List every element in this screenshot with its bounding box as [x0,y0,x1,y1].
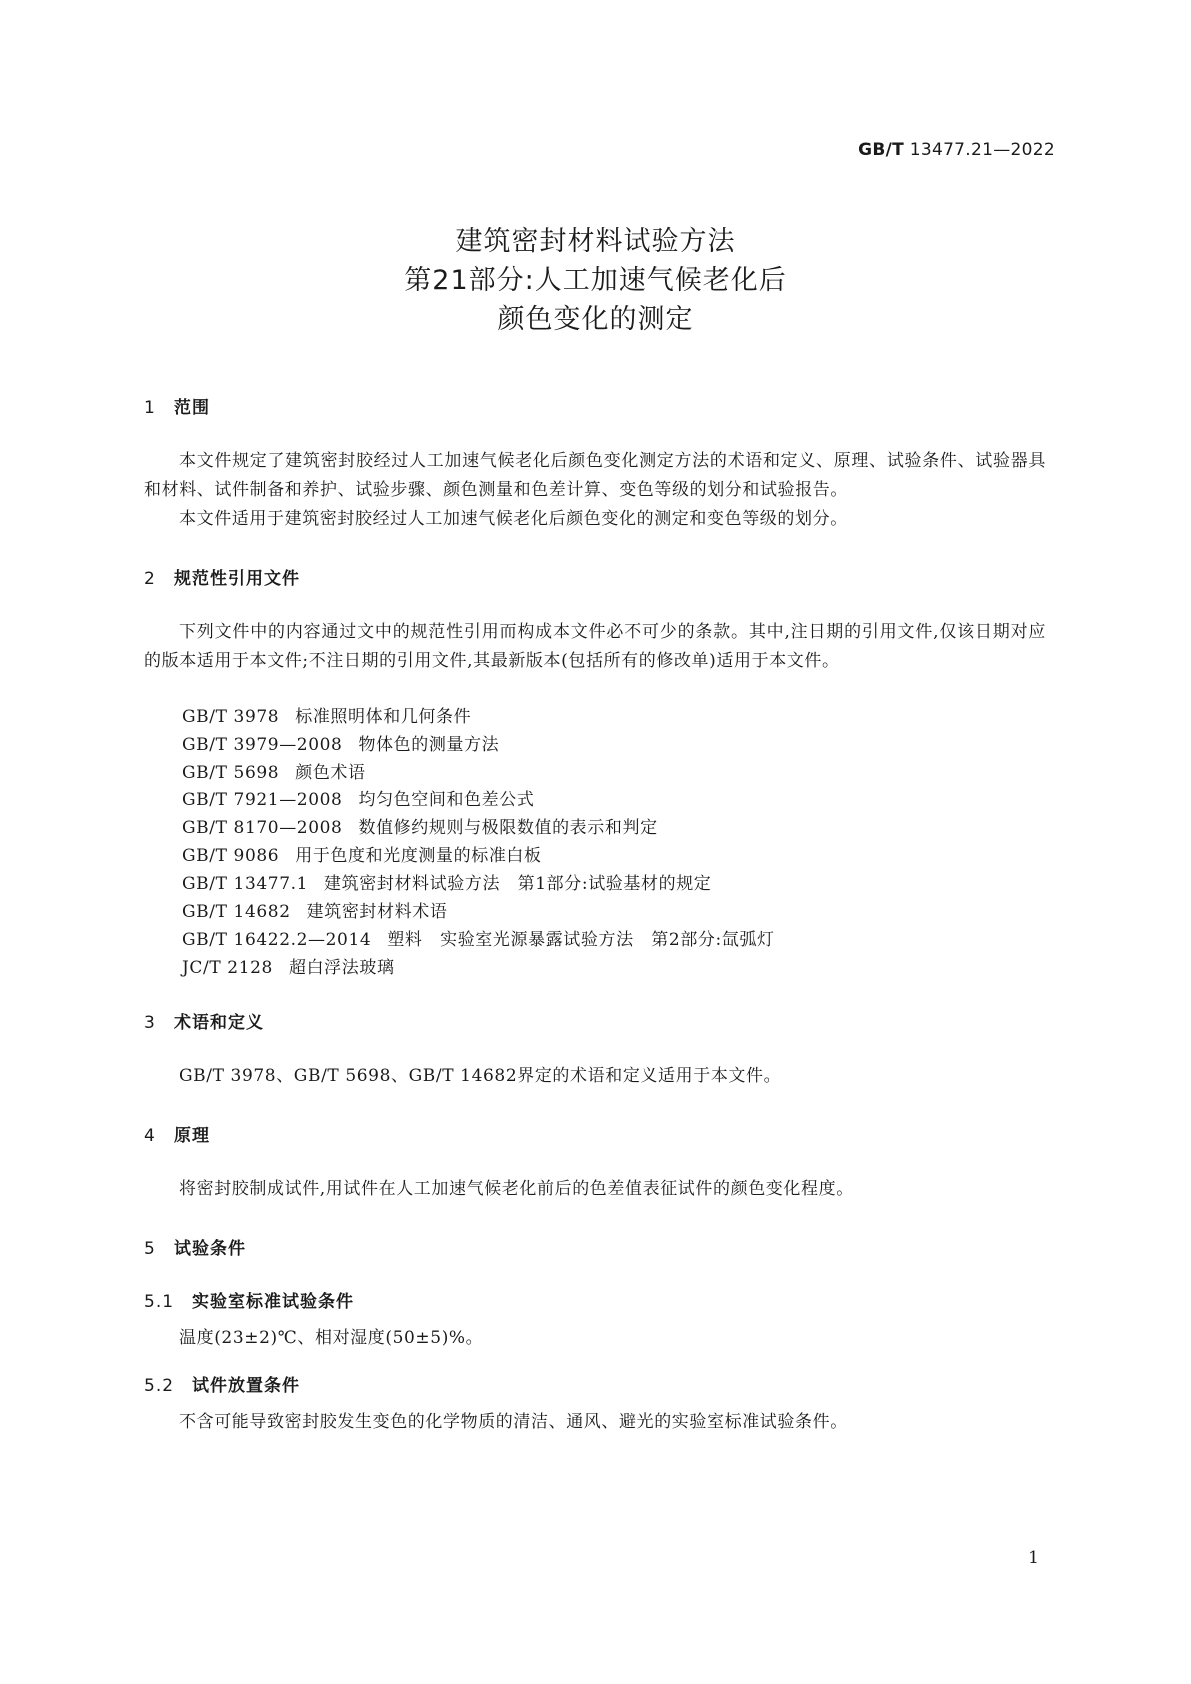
section-3-heading [144,1008,264,1033]
reference-code: GB/T 9086 [182,846,280,866]
subsection-5-1-paragraph: 温度(23±2)℃、相对湿度(50±5)%。 [179,1328,484,1348]
reference-code: GB/T 8170—2008 [182,818,343,838]
reference-code: GB/T 14682 [182,902,291,922]
section-number: 5 [144,1239,156,1259]
reference-code: GB/T 16422.2—2014 [182,930,372,950]
reference-code: GB/T 7921—2008 [182,790,343,810]
page-number: 1 [1028,1548,1039,1568]
subsection-5-1-heading [144,1287,354,1312]
section-4-paragraph-1: 将密封胶制成试件,用试件在人工加速气候老化前后的色差值表征试件的颜色变化程度。 [179,1179,854,1199]
section-5-heading [144,1234,246,1259]
reference-item [182,702,471,727]
subsection-title: 试件放置条件 [192,1376,300,1396]
reference-title: 建筑密封材料术语 [306,902,448,922]
reference-item [182,897,447,922]
subsection-number: 5.1 [144,1292,175,1312]
section-3-paragraph-1: GB/T 3978、GB/T 5698、GB/T 14682界定的术语和定义适用于本文件。 [179,1066,782,1086]
reference-item [182,758,366,783]
section-2-paragraph-1: 下列文件中的内容通过文中的规范性引用而构成本文件必不可少的条款。其中,注日期的引用文件,仅该日期对应的版本适用于本文件;不注日期的引用文件,其最新版本(包括所有的修改单)适用于本文件。 [144,622,1046,671]
standard-code [858,140,1055,160]
section-number: 3 [144,1013,156,1033]
reference-item [182,925,775,950]
reference-title: 颜色术语 [295,763,366,783]
section-number: 2 [144,569,156,589]
standard-number: 13477.21—2022 [909,140,1055,160]
reference-item [182,953,395,978]
section-1-heading [144,393,210,418]
standard-prefix: GB/T [858,140,904,160]
reference-title: 数值修约规则与极限数值的表示和判定 [358,818,658,838]
reference-code: GB/T 13477.1 [182,874,309,894]
reference-code: JC/T 2128 [182,958,273,978]
reference-item [182,730,499,755]
section-4-heading [144,1121,210,1146]
section-title: 原理 [174,1126,210,1146]
section-title: 规范性引用文件 [174,569,300,589]
title-line-1: 建筑密封材料试验方法 [455,226,736,257]
section-1-paragraph-2: 本文件适用于建筑密封胶经过人工加速气候老化后颜色变化的测定和变色等级的划分。 [179,509,848,529]
reference-item [182,813,658,838]
reference-title: 建筑密封材料试验方法 第1部分:试验基材的规定 [324,874,712,894]
section-2-heading [144,564,300,589]
section-number: 1 [144,398,156,418]
reference-title: 用于色度和光度测量的标准白板 [295,846,542,866]
reference-item [182,869,711,894]
reference-item [182,841,542,866]
section-title: 试验条件 [174,1239,246,1259]
reference-title: 超白浮法玻璃 [288,958,395,978]
reference-code: GB/T 3978 [182,707,280,727]
reference-item [182,785,534,810]
subsection-title: 实验室标准试验条件 [192,1292,354,1312]
reference-title: 物体色的测量方法 [358,735,500,755]
reference-code: GB/T 3979—2008 [182,735,343,755]
section-number: 4 [144,1126,156,1146]
reference-title: 塑料 实验室光源暴露试验方法 第2部分:氙弧灯 [387,930,775,950]
title-line-2: 第21部分:人工加速气候老化后 [404,265,787,296]
reference-title: 均匀色空间和色差公式 [358,790,535,810]
title-line-3: 颜色变化的测定 [497,304,694,335]
section-1-paragraph-1: 本文件规定了建筑密封胶经过人工加速气候老化后颜色变化测定方法的术语和定义、原理、试验条件、试验器具和材料、试件制备和养护、试验步骤、颜色测量和色差计算、变色等级的划分和试验报告。 [144,451,1046,500]
subsection-5-2-heading [144,1371,300,1396]
section-title: 范围 [174,398,210,418]
subsection-number: 5.2 [144,1376,175,1396]
reference-title: 标准照明体和几何条件 [295,707,472,727]
reference-code: GB/T 5698 [182,763,280,783]
section-title: 术语和定义 [174,1013,264,1033]
subsection-5-2-paragraph: 不含可能导致密封胶发生变色的化学物质的清洁、通风、避光的实验室标准试验条件。 [179,1412,848,1432]
